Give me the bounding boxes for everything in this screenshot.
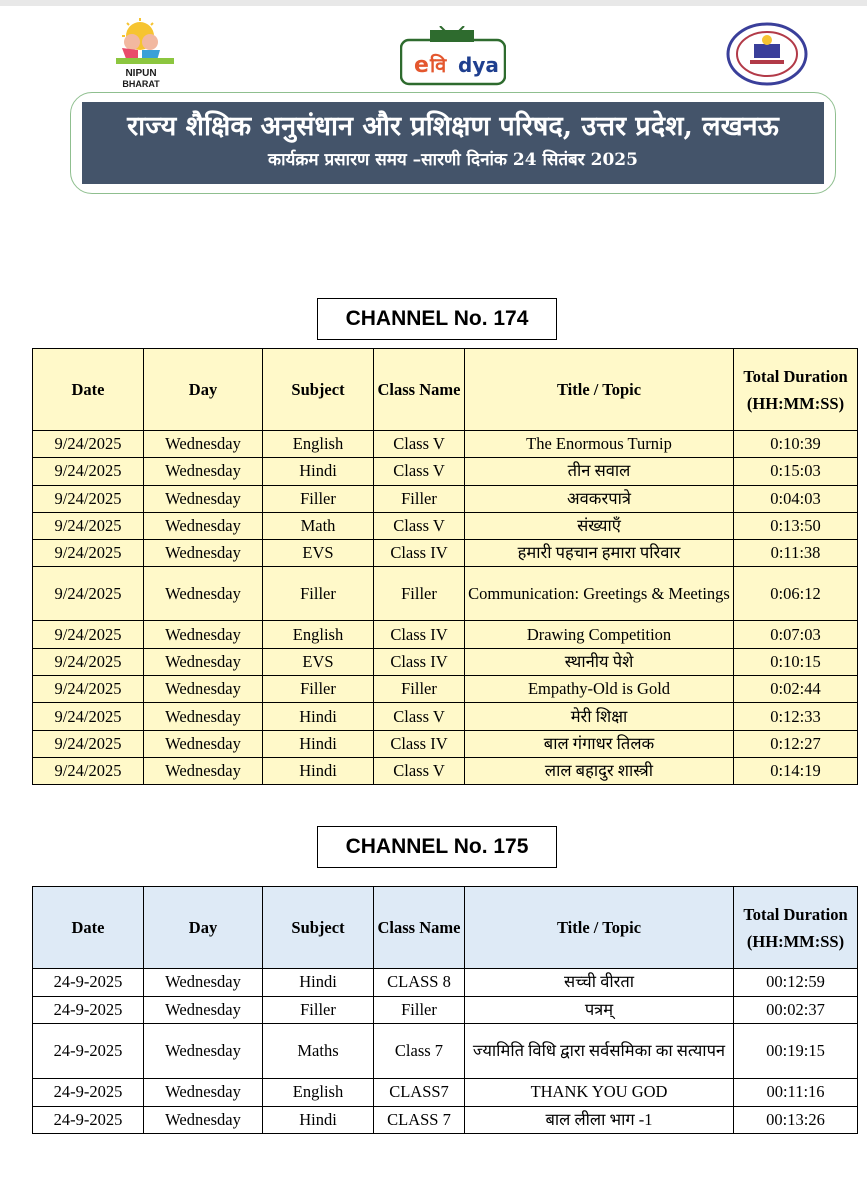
cell-subject: Maths (263, 1024, 374, 1079)
cell-day: Wednesday (144, 621, 263, 648)
cell-date: 9/24/2025 (33, 621, 144, 648)
table-row (33, 730, 858, 757)
cell-duration: 0:11:38 (734, 540, 858, 567)
table-row (33, 1079, 858, 1107)
col-duration: Total Duration (HH:MM:SS) (734, 349, 858, 431)
cell-subject: EVS (263, 648, 374, 675)
cell-class: Class V (374, 703, 465, 730)
col-subject: Subject (263, 349, 374, 431)
cell-duration: 00:13:26 (734, 1106, 858, 1134)
cell-date: 9/24/2025 (33, 431, 144, 458)
channel-175-table (32, 886, 858, 1134)
cell-duration: 0:15:03 (734, 458, 858, 485)
col-title: Title / Topic (465, 349, 734, 431)
table-row (33, 512, 858, 539)
cell-title: मेरी शिक्षा (465, 703, 734, 730)
cell-day: Wednesday (144, 540, 263, 567)
cell-subject: Filler (263, 676, 374, 703)
cell-day: Wednesday (144, 485, 263, 512)
table-row (33, 757, 858, 784)
cell-duration: 0:13:50 (734, 512, 858, 539)
cell-date: 24-9-2025 (33, 969, 144, 997)
cell-subject: EVS (263, 540, 374, 567)
col-day: Day (144, 349, 263, 431)
channel-174-label: CHANNEL No. 174 (317, 298, 557, 340)
cell-date: 24-9-2025 (33, 1024, 144, 1079)
top-strip (0, 0, 867, 6)
col-date: Date (33, 887, 144, 969)
svg-text:वि: वि (430, 53, 447, 77)
table-row (33, 676, 858, 703)
cell-class: CLASS 8 (374, 969, 465, 997)
cell-date: 24-9-2025 (33, 996, 144, 1024)
cell-title: Drawing Competition (465, 621, 734, 648)
cell-class: Class V (374, 757, 465, 784)
cell-duration: 0:10:39 (734, 431, 858, 458)
table-row (33, 703, 858, 730)
cell-title: स्थानीय पेशे (465, 648, 734, 675)
cell-day: Wednesday (144, 648, 263, 675)
cell-duration: 0:07:03 (734, 621, 858, 648)
cell-date: 9/24/2025 (33, 648, 144, 675)
cell-class: CLASS7 (374, 1079, 465, 1107)
cell-day: Wednesday (144, 431, 263, 458)
cell-duration: 00:12:59 (734, 969, 858, 997)
table-row (33, 458, 858, 485)
cell-duration: 00:19:15 (734, 1024, 858, 1079)
nipun-bharat-logo (108, 18, 190, 90)
cell-duration: 0:14:19 (734, 757, 858, 784)
cell-subject: Hindi (263, 730, 374, 757)
cell-day: Wednesday (144, 1079, 263, 1107)
cell-duration: 00:02:37 (734, 996, 858, 1024)
table-row (33, 1106, 858, 1134)
cell-day: Wednesday (144, 703, 263, 730)
cell-duration: 0:04:03 (734, 485, 858, 512)
cell-title: लाल बहादुर शास्त्री (465, 757, 734, 784)
col-class-name: Class Name (374, 349, 465, 431)
cell-date: 9/24/2025 (33, 512, 144, 539)
cell-class: Class IV (374, 540, 465, 567)
cell-title: तीन सवाल (465, 458, 734, 485)
cell-title: Empathy-Old is Gold (465, 676, 734, 703)
cell-date: 24-9-2025 (33, 1079, 144, 1107)
cell-day: Wednesday (144, 996, 263, 1024)
cell-class: Class IV (374, 648, 465, 675)
cell-date: 9/24/2025 (33, 757, 144, 784)
table-row (33, 485, 858, 512)
cell-duration: 0:02:44 (734, 676, 858, 703)
cell-class: Filler (374, 485, 465, 512)
col-class-name: Class Name (374, 887, 465, 969)
table-row (33, 969, 858, 997)
cell-class: Class V (374, 431, 465, 458)
cell-date: 9/24/2025 (33, 540, 144, 567)
channel-174-table (32, 348, 858, 785)
cell-title: THANK YOU GOD (465, 1079, 734, 1107)
cell-title: बाल गंगाधर तिलक (465, 730, 734, 757)
cell-date: 9/24/2025 (33, 703, 144, 730)
svg-text:dya: dya (458, 53, 499, 77)
table-header-row (33, 349, 858, 431)
cell-day: Wednesday (144, 1106, 263, 1134)
table-row (33, 540, 858, 567)
cell-class: Class IV (374, 730, 465, 757)
cell-duration: 00:11:16 (734, 1079, 858, 1107)
scert-seal-logo (726, 22, 808, 86)
cell-day: Wednesday (144, 969, 263, 997)
cell-subject: English (263, 431, 374, 458)
cell-subject: Filler (263, 996, 374, 1024)
cell-title: Communication: Greetings & Meetings (465, 567, 734, 621)
cell-duration: 0:12:33 (734, 703, 858, 730)
cell-date: 24-9-2025 (33, 1106, 144, 1134)
cell-date: 9/24/2025 (33, 458, 144, 485)
cell-class: Filler (374, 567, 465, 621)
table-row (33, 621, 858, 648)
cell-subject: Math (263, 512, 374, 539)
col-subject: Subject (263, 887, 374, 969)
cell-subject: Hindi (263, 969, 374, 997)
col-duration: Total Duration (HH:MM:SS) (734, 887, 858, 969)
cell-day: Wednesday (144, 512, 263, 539)
cell-day: Wednesday (144, 458, 263, 485)
cell-duration: 0:10:15 (734, 648, 858, 675)
table-row (33, 648, 858, 675)
svg-text:BHARAT: BHARAT (122, 79, 160, 89)
cell-subject: English (263, 621, 374, 648)
col-day: Day (144, 887, 263, 969)
table-row (33, 1024, 858, 1079)
cell-subject: Filler (263, 567, 374, 621)
cell-subject: English (263, 1079, 374, 1107)
cell-class: Filler (374, 996, 465, 1024)
cell-subject: Hindi (263, 757, 374, 784)
col-date: Date (33, 349, 144, 431)
cell-day: Wednesday (144, 1024, 263, 1079)
cell-title: पत्रम् (465, 996, 734, 1024)
table-row (33, 996, 858, 1024)
cell-class: CLASS 7 (374, 1106, 465, 1134)
cell-duration: 0:12:27 (734, 730, 858, 757)
cell-title: सच्ची वीरता (465, 969, 734, 997)
cell-day: Wednesday (144, 676, 263, 703)
cell-date: 9/24/2025 (33, 567, 144, 621)
cell-title: हमारी पहचान हमारा परिवार (465, 540, 734, 567)
table-row (33, 431, 858, 458)
cell-date: 9/24/2025 (33, 485, 144, 512)
table-header-row (33, 887, 858, 969)
cell-subject: Hindi (263, 703, 374, 730)
cell-class: Class V (374, 458, 465, 485)
page-subtitle: कार्यक्रम प्रसारण समय –सारणी दिनांक 24 सितंबर 2025 (268, 150, 638, 170)
cell-day: Wednesday (144, 567, 263, 621)
cell-date: 9/24/2025 (33, 676, 144, 703)
cell-subject: Hindi (263, 458, 374, 485)
cell-title: ज्यामिति विधि द्वारा सर्वसमिका का सत्यापन (465, 1024, 734, 1079)
cell-duration: 0:06:12 (734, 567, 858, 621)
cell-class: Class 7 (374, 1024, 465, 1079)
cell-class: Class IV (374, 621, 465, 648)
cell-date: 9/24/2025 (33, 730, 144, 757)
cell-class: Filler (374, 676, 465, 703)
svg-text:e: e (414, 53, 429, 78)
channel-175-label: CHANNEL No. 175 (317, 826, 557, 868)
cell-class: Class V (374, 512, 465, 539)
cell-day: Wednesday (144, 757, 263, 784)
cell-day: Wednesday (144, 730, 263, 757)
cell-subject: Hindi (263, 1106, 374, 1134)
cell-title: संख्याएँ (465, 512, 734, 539)
cell-title: The Enormous Turnip (465, 431, 734, 458)
header-banner (82, 102, 824, 184)
page-title: राज्य शैक्षिक अनुसंधान और प्रशिक्षण परिषद, उत्तर प्रदेश, लखनऊ (127, 111, 779, 142)
cell-subject: Filler (263, 485, 374, 512)
evidya-logo (400, 26, 506, 86)
table-row (33, 567, 858, 621)
cell-title: बाल लीला भाग -1 (465, 1106, 734, 1134)
col-title: Title / Topic (465, 887, 734, 969)
svg-text:NIPUN: NIPUN (125, 68, 157, 79)
cell-title: अवकरपात्रे (465, 485, 734, 512)
